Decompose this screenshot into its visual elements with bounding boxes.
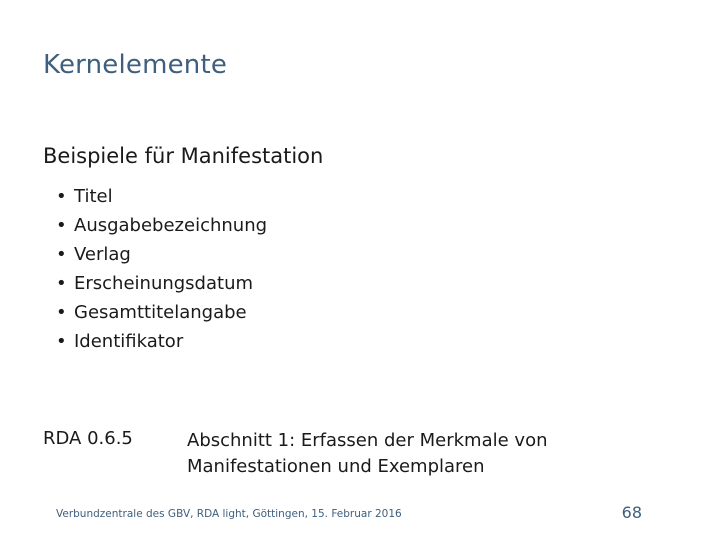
list-item-text: Titel xyxy=(74,186,113,207)
slide-subtitle: Beispiele für Manifestation xyxy=(43,144,324,168)
list-item xyxy=(56,298,267,327)
list-item xyxy=(56,240,267,269)
list-item-text: Verlag xyxy=(74,244,131,265)
list-item-text: Identifikator xyxy=(74,331,184,352)
bullet-marker: • xyxy=(56,302,67,323)
bullet-marker: • xyxy=(56,273,67,294)
list-item-text: Gesamttitelangabe xyxy=(74,302,247,323)
bullet-list xyxy=(56,182,267,356)
page-number: 68 xyxy=(621,503,642,522)
list-item xyxy=(56,211,267,240)
slide-title: Kernelemente xyxy=(43,50,228,80)
rda-reference-code: RDA 0.6.5 xyxy=(43,428,133,449)
list-item-text: Erscheinungsdatum xyxy=(74,273,254,294)
list-item xyxy=(56,269,267,298)
list-item xyxy=(56,327,267,356)
list-item-text: Ausgabebezeichnung xyxy=(74,215,268,236)
bullet-marker: • xyxy=(56,331,67,352)
list-item xyxy=(56,182,267,211)
rda-reference-text: Abschnitt 1: Erfassen der Merkmale von Manifestationen und Exemplaren xyxy=(187,430,548,477)
slide-footer: Verbundzentrale des GBV, RDA light, Göttingen, 15. Februar 2016 xyxy=(56,508,402,520)
bullet-marker: • xyxy=(56,215,67,236)
bullet-marker: • xyxy=(56,186,67,207)
bullet-marker: • xyxy=(56,244,67,265)
